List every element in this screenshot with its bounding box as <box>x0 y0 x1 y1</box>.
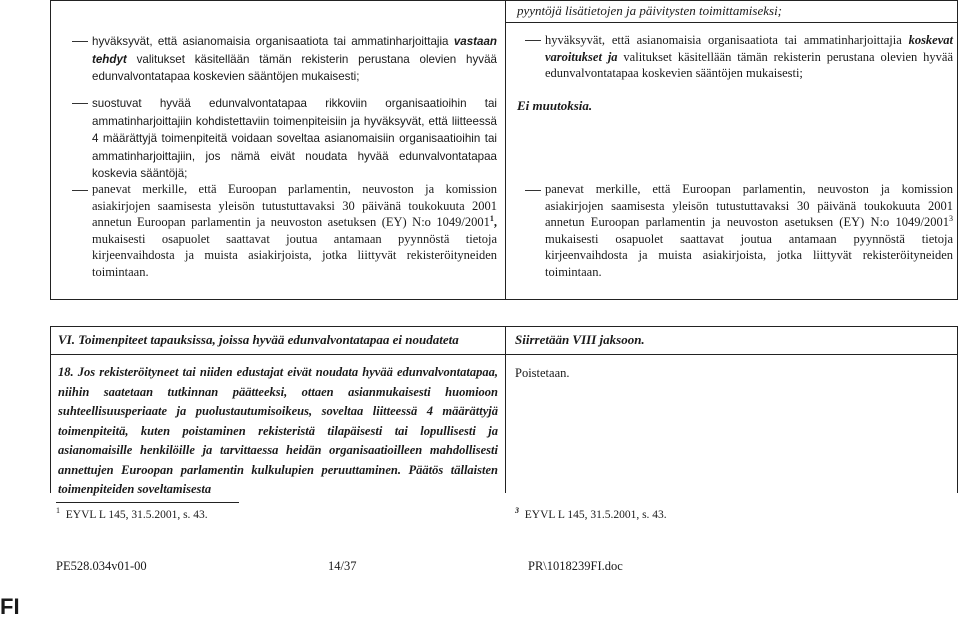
footer-file-name: PR\1018239FI.doc <box>528 559 623 573</box>
upper-table-middle-border <box>505 0 506 300</box>
right-item-1: hyväksyvät, että asianomaisia organisaatiota tai ammatinharjoittajia koskevat varoitukset ja valitukset käsitellään tämän rekisterin perustana olevien hyvää edunvalvontatapaa koskevien sääntöjen mukaisesti; <box>545 33 953 80</box>
left-item-1: hyväksyvät, että asianomaisia organisaatiota tai ammatinharjoittajia vastaan tehdyt valitukset käsitellään tämän rekisterin perustana olevien hyvää edunvalvontatapaa koskevien sääntöjen mukaisesti; <box>92 35 497 83</box>
footer-doc-ref: PE528.034v01-00 <box>56 559 147 573</box>
dash-marker <box>72 190 88 191</box>
lower-table-row-border <box>50 354 958 355</box>
right-item-2: panevat merkille, että Euroopan parlamentin, neuvoston ja komission asiakirjojen saamisesta yleisön tutustuttavaksi 30 päivänä toukokuuta 2001 annetun Euroopan parlamentin ja neuvoston asetuksen (EY) N:o 1049/2001$^3$ mukaisesti osapuolet saattavat joutua antamaan pyynnöstä tietoja kirjeenvaihdosta ja muista asiakirjoista, jotka liittyvät rekisteröityneiden toimintaan. <box>545 182 953 279</box>
lower-table-left-border <box>50 326 51 493</box>
upper-table-bottom-border <box>50 299 958 300</box>
footnote-right: $^3$ EYVL L 145, 31.5.2001, s. 43. <box>515 506 667 521</box>
paragraph-18: 18. Jos rekisteröityneet tai niiden edustajat eivät noudata hyvää edunvalvontatapaa, niihin saatetaan tutkinnan päätteeksi, ottaen asianmukaisesti huomioon suhteellisuusperiaate ja puolustautumisoikeus, soveltaa liitteessä 4 määrättyjä toimenpiteitä, kuten poistaminen rekisteristä tilapäisesti tai lopullisesti ja asianomaisille henkilöille ja tarvittaessa heidän organisaatioilleen mahdollisesti annettujen Euroopan parlamentin kulkulupien peruuttaminen. Päätös tällaisten toimenpiteiden soveltamisesta <box>58 365 498 496</box>
dash-marker <box>72 103 88 104</box>
dash-marker <box>72 41 88 42</box>
header-separator <box>505 22 957 23</box>
footnote-separator <box>56 502 239 503</box>
footnote-left: $^1$ EYVL L 145, 31.5.2001, s. 43. <box>56 506 208 521</box>
upper-table-left-border <box>50 0 51 300</box>
no-changes-label: Ei muutoksia. <box>517 98 593 113</box>
lower-table-right-border <box>957 326 958 493</box>
upper-table-top-border <box>50 0 958 1</box>
lower-table-top-border <box>50 326 958 327</box>
language-code: FI <box>0 594 20 619</box>
left-item-2: suostuvat hyvää edunvalvontatapaa rikkoviin organisaatioihin tai ammatinharjoittajiin kohdistettaviin toimenpiteisiin ja hyväksyvät, että liitteessä 4 määrättyjä toimenpiteitä voidaan soveltaa asianomaisiin organisaatioihin tai ammatinharjoittajiin, jos nämä eivät noudata hyvää edunvalvontatapaa koskevia sääntöjä; <box>92 97 497 180</box>
right-column-header: pyyntöjä lisätietojen ja päivitysten toimittamiseksi; <box>517 3 783 18</box>
left-item-3: panevat merkille, että Euroopan parlamentin, neuvoston ja komission asiakirjojen saamisesta yleisön tutustuttavaksi 30 päivänä toukokuuta 2001 annetun Euroopan parlamentin ja neuvoston asetuksen (EY) N:o 1049/2001$^1$, mukaisesti osapuolet saattavat joutua antamaan pyynnöstä tietoja kirjeenvaihdosta ja muista asiakirjoista, jotka liittyvät rekisteröityneiden toimintaan. <box>92 182 497 279</box>
section-vi-title: VI. Toimenpiteet tapauksissa, joissa hyvää edunvalvontatapaa ei noudateta <box>58 332 459 347</box>
dash-marker <box>525 40 541 41</box>
dash-marker <box>525 190 541 191</box>
section-vi-moved-note: Siirretään VIII jaksoon. <box>515 332 645 347</box>
upper-table-right-border <box>957 0 958 300</box>
deleted-note: Poistetaan. <box>515 366 570 380</box>
lower-table-middle-border <box>505 326 506 493</box>
footer-page-number: 14/37 <box>328 559 357 573</box>
